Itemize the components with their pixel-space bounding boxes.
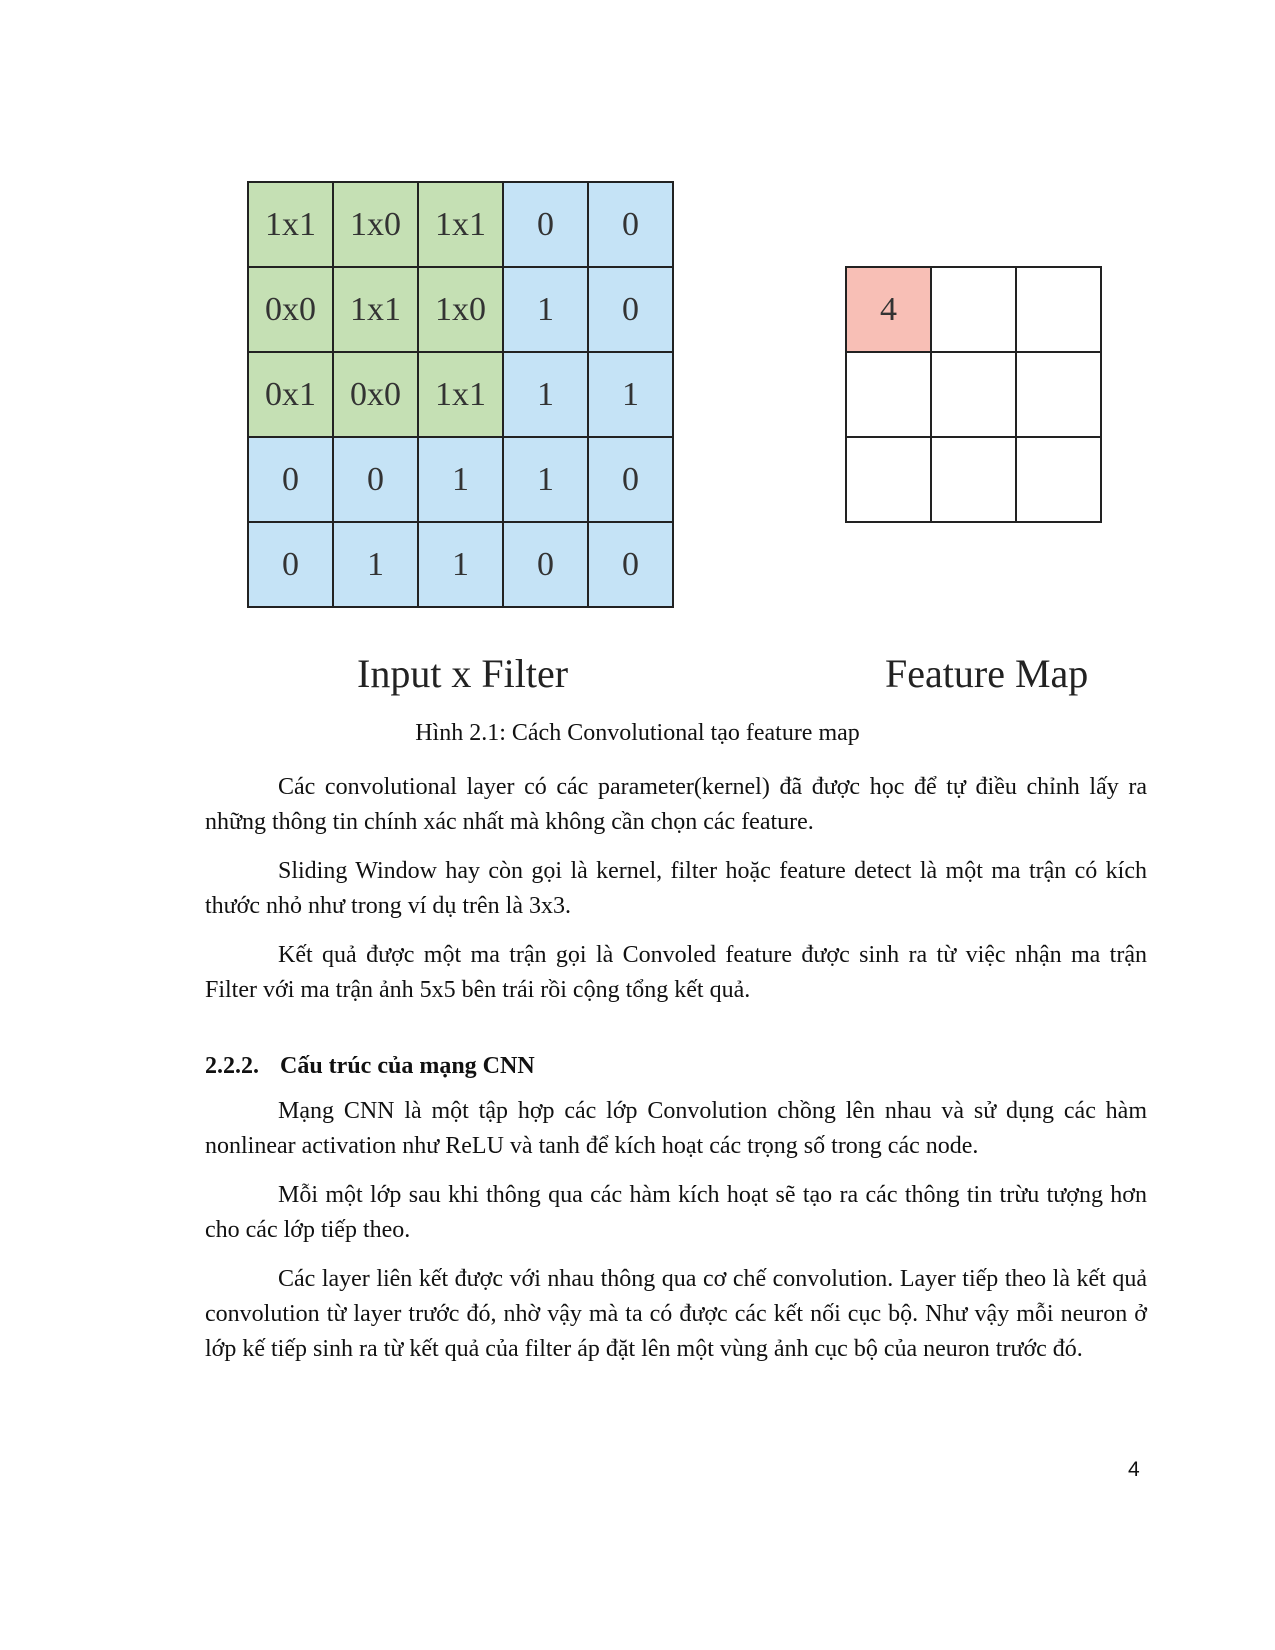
feature-cell xyxy=(1017,353,1102,438)
feature-cell xyxy=(847,438,932,523)
paragraph: Mỗi một lớp sau khi thông qua các hàm kích hoạt sẽ tạo ra các thông tin trừu tượng hơn cho các lớp tiếp theo. xyxy=(205,1182,1147,1243)
input-cell: 0 xyxy=(589,268,674,353)
input-cell: 1 xyxy=(504,268,589,353)
input-cell: 0 xyxy=(249,523,334,608)
feature-cell xyxy=(1017,268,1102,353)
input-cell: 0 xyxy=(589,523,674,608)
input-filter-grid xyxy=(247,181,674,608)
section-number: 2.2.2. xyxy=(205,1053,259,1079)
input-cell: 1 xyxy=(419,438,504,523)
input-cell: 1x1 xyxy=(419,183,504,268)
feature-cell xyxy=(932,268,1017,353)
paragraph: Kết quả được một ma trận gọi là Convoled feature được sinh ra từ việc nhận ma trận Filter với ma trận ảnh 5x5 bên trái rồi cộng tổng kết quả. xyxy=(205,942,1147,1003)
input-cell: 0x0 xyxy=(249,268,334,353)
input-cell: 1 xyxy=(589,353,674,438)
feature-cell xyxy=(1017,438,1102,523)
figure-caption: Hình 2.1: Cách Convolutional tạo feature map xyxy=(415,720,860,746)
paragraph: Mạng CNN là một tập hợp các lớp Convolution chồng lên nhau và sử dụng các hàm nonlinear activation như ReLU và tanh để kích hoạt các trọng số trong các node. xyxy=(205,1098,1147,1159)
input-cell: 0 xyxy=(589,183,674,268)
input-cell: 1x1 xyxy=(249,183,334,268)
paragraph: Các convolutional layer có các parameter(kernel) đã được học để tự điều chỉnh lấy ra những thông tin chính xác nhất mà không cần chọn các feature. xyxy=(205,774,1147,835)
input-cell: 1 xyxy=(504,353,589,438)
input-cell: 0 xyxy=(334,438,419,523)
input-filter-label: Input x Filter xyxy=(357,651,569,696)
feature-map-grid xyxy=(845,266,1102,523)
input-cell: 1x0 xyxy=(419,268,504,353)
paragraph: Các layer liên kết được với nhau thông qua cơ chế convolution. Layer tiếp theo là kết quả convolution từ layer trước đó, nhờ vậy mà ta có được các kết nối cục bộ. Như vậy mỗi neuron ở lớp kế tiếp sinh ra từ kết quả của filter áp đặt lên một vùng ảnh cục bộ của neuron trước đó. xyxy=(205,1266,1147,1362)
input-cell: 1 xyxy=(504,438,589,523)
input-cell: 1 xyxy=(419,523,504,608)
input-cell: 0 xyxy=(249,438,334,523)
section-title: Cấu trúc của mạng CNN xyxy=(280,1053,535,1079)
body-text-bottom xyxy=(205,1037,1147,1381)
convolution-figure xyxy=(0,0,1275,720)
input-cell: 1x0 xyxy=(334,183,419,268)
input-cell: 1x1 xyxy=(419,353,504,438)
input-cell: 0x1 xyxy=(249,353,334,438)
paragraph: Sliding Window hay còn gọi là kernel, filter hoặc feature detect là một ma trận có kích thước nhỏ như trong ví dụ trên là 3x3. xyxy=(205,858,1147,919)
section-heading xyxy=(205,1049,1147,1084)
feature-cell xyxy=(847,353,932,438)
feature-cell xyxy=(932,353,1017,438)
input-cell: 1 xyxy=(334,523,419,608)
input-cell: 0 xyxy=(504,183,589,268)
input-cell: 0x0 xyxy=(334,353,419,438)
feature-map-label: Feature Map xyxy=(885,651,1089,696)
feature-cell: 4 xyxy=(847,268,932,353)
input-cell: 1x1 xyxy=(334,268,419,353)
body-text-top xyxy=(205,770,1147,1022)
page-number: 4 xyxy=(1128,1458,1140,1481)
input-cell: 0 xyxy=(589,438,674,523)
feature-cell xyxy=(932,438,1017,523)
input-cell: 0 xyxy=(504,523,589,608)
